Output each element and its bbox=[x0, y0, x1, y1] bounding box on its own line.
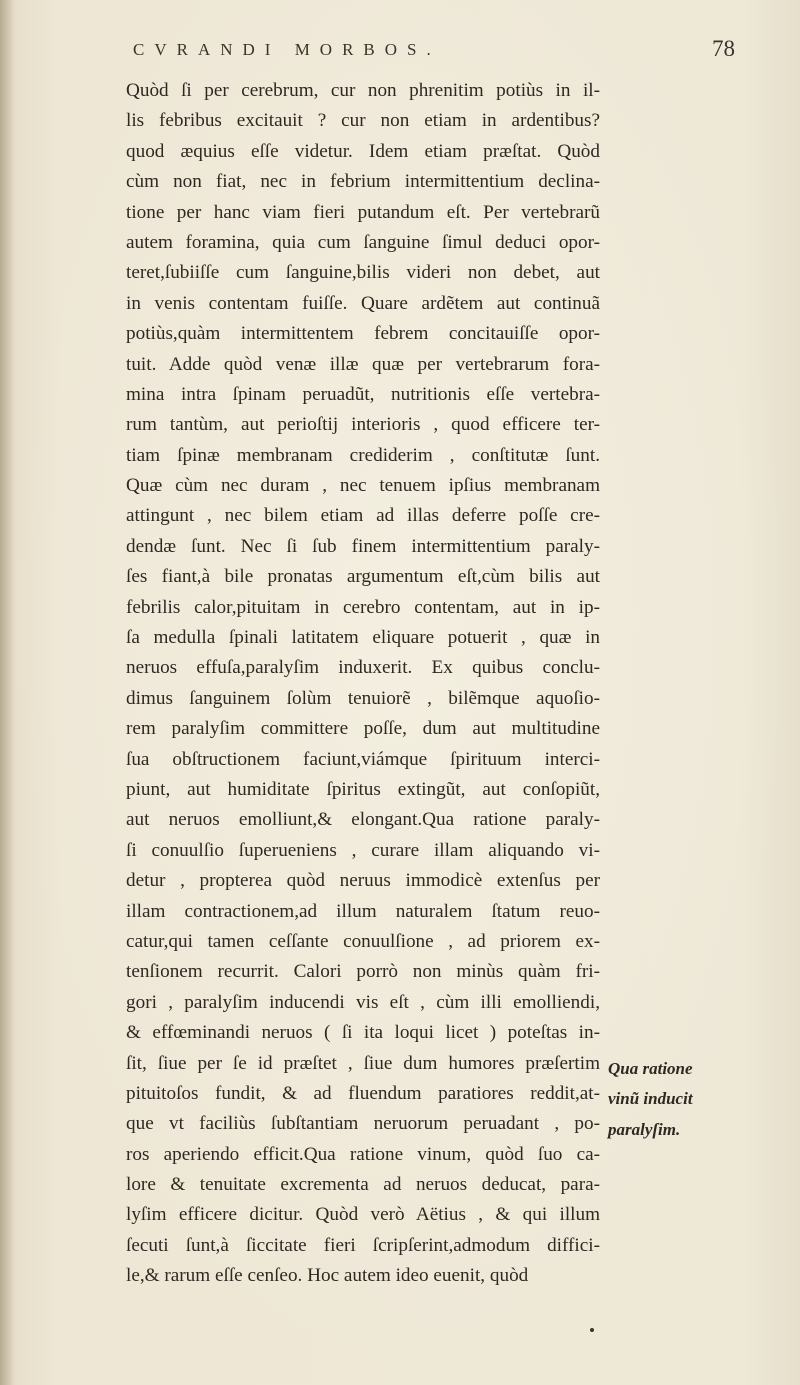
text-line: potiùs,quàm intermittentem febrem concitauiſſe opor- bbox=[126, 323, 600, 345]
text-line: attingunt , nec bilem etiam ad illas deferre poſſe cre- bbox=[126, 505, 600, 527]
text-line: febrilis calor,pituitam in cerebro contentam, aut in ip- bbox=[126, 596, 600, 618]
text-line: quod æquius eſſe videtur. Idem etiam præſtat. Quòd bbox=[126, 140, 600, 162]
text-line: illam contractionem,ad illum naturalem ſtatum reuo- bbox=[126, 900, 600, 922]
running-head-title: CVRANDI MORBOS. bbox=[133, 40, 441, 59]
text-line: rum tantùm, aut perioſtij interioris , quod efficere ter- bbox=[126, 414, 600, 436]
text-line: tuit. Adde quòd venæ illæ quæ per vertebrarum fora- bbox=[126, 353, 600, 375]
text-line: mina intra ſpinam peruadũt, nutritionis eſſe vertebra- bbox=[126, 383, 600, 405]
text-line: ſua obſtructionem faciunt,viámque ſpirituum interci- bbox=[126, 748, 600, 770]
text-line: ſes fiant,à bile pronatas argumentum eſt,cùm bilis aut bbox=[126, 566, 600, 588]
ink-speck bbox=[590, 1328, 594, 1332]
text-line: Quæ cùm nec duram , nec tenuem ipſius membranam bbox=[126, 475, 600, 497]
text-line: gori , paralyſim inducendi vis eſt , cùm illi emolliendi, bbox=[126, 991, 600, 1013]
text-line: ſit, ſiue per ſe id præſtet , ſiue dum humores præſertim bbox=[126, 1052, 600, 1074]
text-line: dimus ſanguinem ſolùm tenuiorẽ , bilẽmque aquoſio- bbox=[126, 687, 600, 709]
text-line: teret,ſubiiſſe cum ſanguine,bilis videri non debet, aut bbox=[126, 262, 600, 284]
text-line: lore & tenuitate excrementa ad neruos deducat, para- bbox=[126, 1174, 600, 1196]
running-head bbox=[0, 36, 800, 70]
text-line: tiam ſpinæ membranam crediderim , conſtitutæ ſunt. bbox=[126, 444, 600, 466]
text-line: ros aperiendo efficit.Qua ratione vinum, quòd ſuo ca- bbox=[126, 1143, 600, 1165]
margin-note-line: paralyſim. bbox=[608, 1119, 681, 1139]
text-line: ſecuti ſunt,à ſiccitate fieri ſcripſerint,admodum diffici- bbox=[126, 1234, 600, 1256]
text-line: neruos effuſa,paralyſim induxerit. Ex quibus conclu- bbox=[126, 657, 600, 679]
text-line: lyſim efficere dicitur. Quòd verò Aëtius , & qui illum bbox=[126, 1204, 600, 1226]
text-line: & effœminandi neruos ( ſi ita loqui licet ) poteſtas in- bbox=[126, 1022, 600, 1044]
text-line: autem foramina, quia cum ſanguine ſimul deduci opor- bbox=[126, 231, 600, 253]
body-text bbox=[126, 76, 600, 1292]
text-line: piunt, aut humiditate ſpiritus extingũt, aut conſopiũt, bbox=[126, 778, 600, 800]
margin-note bbox=[608, 1054, 778, 1145]
text-line: que vt faciliùs ſubſtantiam neruorum peruadant , po- bbox=[126, 1113, 600, 1135]
text-line: Quòd ſi per cerebrum, cur non phrenitim potiùs in il- bbox=[126, 80, 600, 101]
margin-note-line: vinũ inducit bbox=[608, 1089, 693, 1109]
text-line: lis febribus excitauit ? cur non etiam in ardentibus? bbox=[126, 110, 600, 132]
text-line: rem paralyſim committere poſſe, dum aut multitudine bbox=[126, 718, 600, 740]
text-line: pituitoſos fundit, & ad fluendum paratiores reddit,at- bbox=[126, 1082, 600, 1104]
text-line: ſa medulla ſpinali latitatem eliquare potuerit , quæ in bbox=[126, 627, 600, 649]
text-line: tenſionem recurrit. Calori porrò non minùs quàm fri- bbox=[126, 961, 600, 983]
gutter-shadow bbox=[0, 0, 14, 1385]
text-line: tione per hanc viam fieri putandum eſt. Per vertebrarũ bbox=[126, 201, 600, 223]
text-line: in venis contentam fuiſſe. Quare ardẽtem aut continuã bbox=[126, 292, 600, 314]
text-line: detur , propterea quòd neruus immodicè extenſus per bbox=[126, 870, 600, 892]
margin-note-line: Qua ratione bbox=[608, 1059, 693, 1078]
text-line: aut neruos emolliunt,& elongant.Qua ratione paraly- bbox=[126, 809, 600, 831]
text-line: catur,qui tamen ceſſante conuulſione , ad priorem ex- bbox=[126, 930, 600, 952]
text-line: cùm non fiat, nec in febrium intermittentium declina- bbox=[126, 171, 600, 193]
text-line: dendæ ſunt. Nec ſi ſub finem intermittentium paraly- bbox=[126, 535, 600, 557]
page-number: 78 bbox=[712, 36, 735, 61]
text-line: le,& rarum eſſe cenſeo. Hoc autem ideo euenit, quòd bbox=[126, 1265, 529, 1287]
text-line: ſi conuulſio ſuperueniens , curare illam aliquando vi- bbox=[126, 839, 600, 861]
